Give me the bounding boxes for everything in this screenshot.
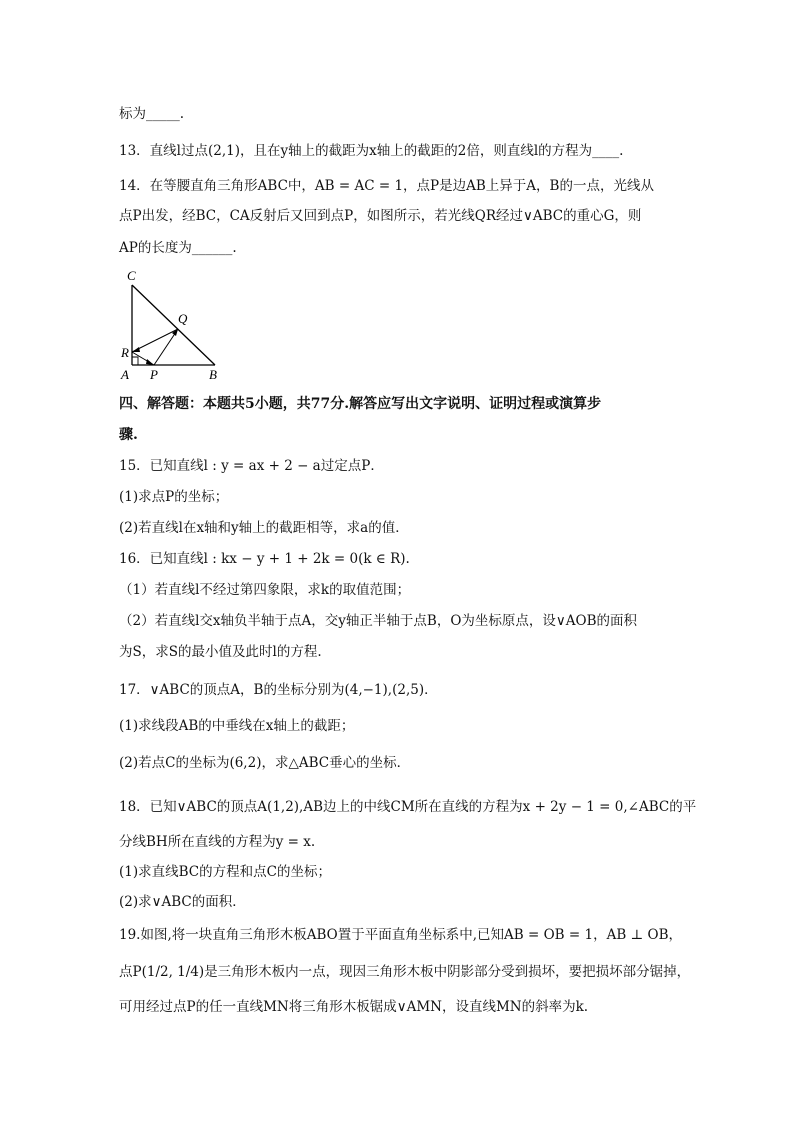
section-heading: 四、解答题：本题共5小题，共77分.解答应写出文字说明、证明过程或演算步 bbox=[119, 396, 602, 412]
question-14-line-1: 14．在等腰直角三角形ABC中，AB = AC = 1，点P是边AB上异于A，B的一点，光线从 bbox=[119, 178, 654, 194]
side-cb bbox=[132, 285, 215, 365]
question-19-cont-2: 可用经过点P的任一直线MN将三角形木板锯成∨AMN，设直线MN的斜率为k. bbox=[119, 999, 589, 1015]
question-18: 18．已知∨ABC的顶点A(1,2),AB边上的中线CM所在直线的方程为x + 2y − 1 = 0,∠ABC的平 bbox=[119, 799, 697, 815]
question-16-part-2-cont: 为S，求S的最小值及此时l的方程. bbox=[119, 644, 322, 660]
arrow-p bbox=[146, 359, 154, 365]
question-16: 16．已知直线l : kx − y + 1 + 2k = 0(k ∈ R). bbox=[119, 551, 410, 567]
question-16-part-1: （1）若直线l不经过第四象限，求k的取值范围； bbox=[119, 582, 411, 598]
question-17-part-1: (1)求线段AB的中垂线在x轴上的截距； bbox=[119, 718, 355, 734]
question-18-part-2: (2)求∨ABC的面积． bbox=[119, 894, 246, 910]
question-19-cont: 点P(1/2, 1/4)是三角形木板内一点，现因三角形木板中阴影部分受到损坏，要把损坏部分锯掉， bbox=[119, 964, 691, 980]
question-13: 13．直线l过点(2,1)，且在y轴上的截距为x轴上的截距的2倍，则直线l的方程为____. bbox=[119, 143, 624, 159]
question-17: 17．∨ABC的顶点A，B的坐标分别为(4,−1),(2,5)． bbox=[119, 682, 438, 698]
right-angle-mark bbox=[132, 357, 138, 365]
label-r: R bbox=[121, 345, 129, 360]
question-15: 15．已知直线l : y = ax + 2 − a过定点P． bbox=[119, 458, 384, 474]
section-heading-cont: 骤. bbox=[119, 427, 138, 443]
question-15-part-1: (1)求点P的坐标； bbox=[119, 489, 229, 505]
question-19: 19.如图,将一块直角三角形木板ABO置于平面直角坐标系中,已知AB = OB = 1，AB ⊥ OB， bbox=[119, 927, 683, 943]
text-line: 标为_____. bbox=[119, 106, 185, 122]
arrow-r bbox=[132, 347, 140, 352]
label-c: C bbox=[127, 268, 136, 283]
question-17-part-2: (2)若点C的坐标为(6,2)，求△ABC垂心的坐标． bbox=[119, 755, 411, 771]
triangle-figure bbox=[114, 268, 234, 383]
question-18-part-1: (1)求直线BC的方程和点C的坐标； bbox=[119, 864, 331, 880]
label-p: P bbox=[150, 367, 158, 382]
question-18-cont: 分线BH所在直线的方程为y = x. bbox=[119, 834, 316, 850]
question-14-line-2: 点P出发，经BC，CA反射后又回到点P，如图所示，若光线QR经过∨ABC的重心G，则 bbox=[119, 208, 642, 224]
label-q: Q bbox=[178, 311, 188, 326]
label-a: A bbox=[121, 367, 129, 382]
label-b: B bbox=[209, 367, 217, 382]
question-15-part-2: (2)若直线l在x轴和y轴上的截距相等，求a的值． bbox=[119, 520, 409, 536]
question-14-line-3: AP的长度为______. bbox=[119, 240, 237, 256]
question-16-part-2: （2）若直线l交x轴负半轴于点A，交y轴正半轴于点B，O为坐标原点，设∨AOB的面积 bbox=[119, 613, 638, 629]
